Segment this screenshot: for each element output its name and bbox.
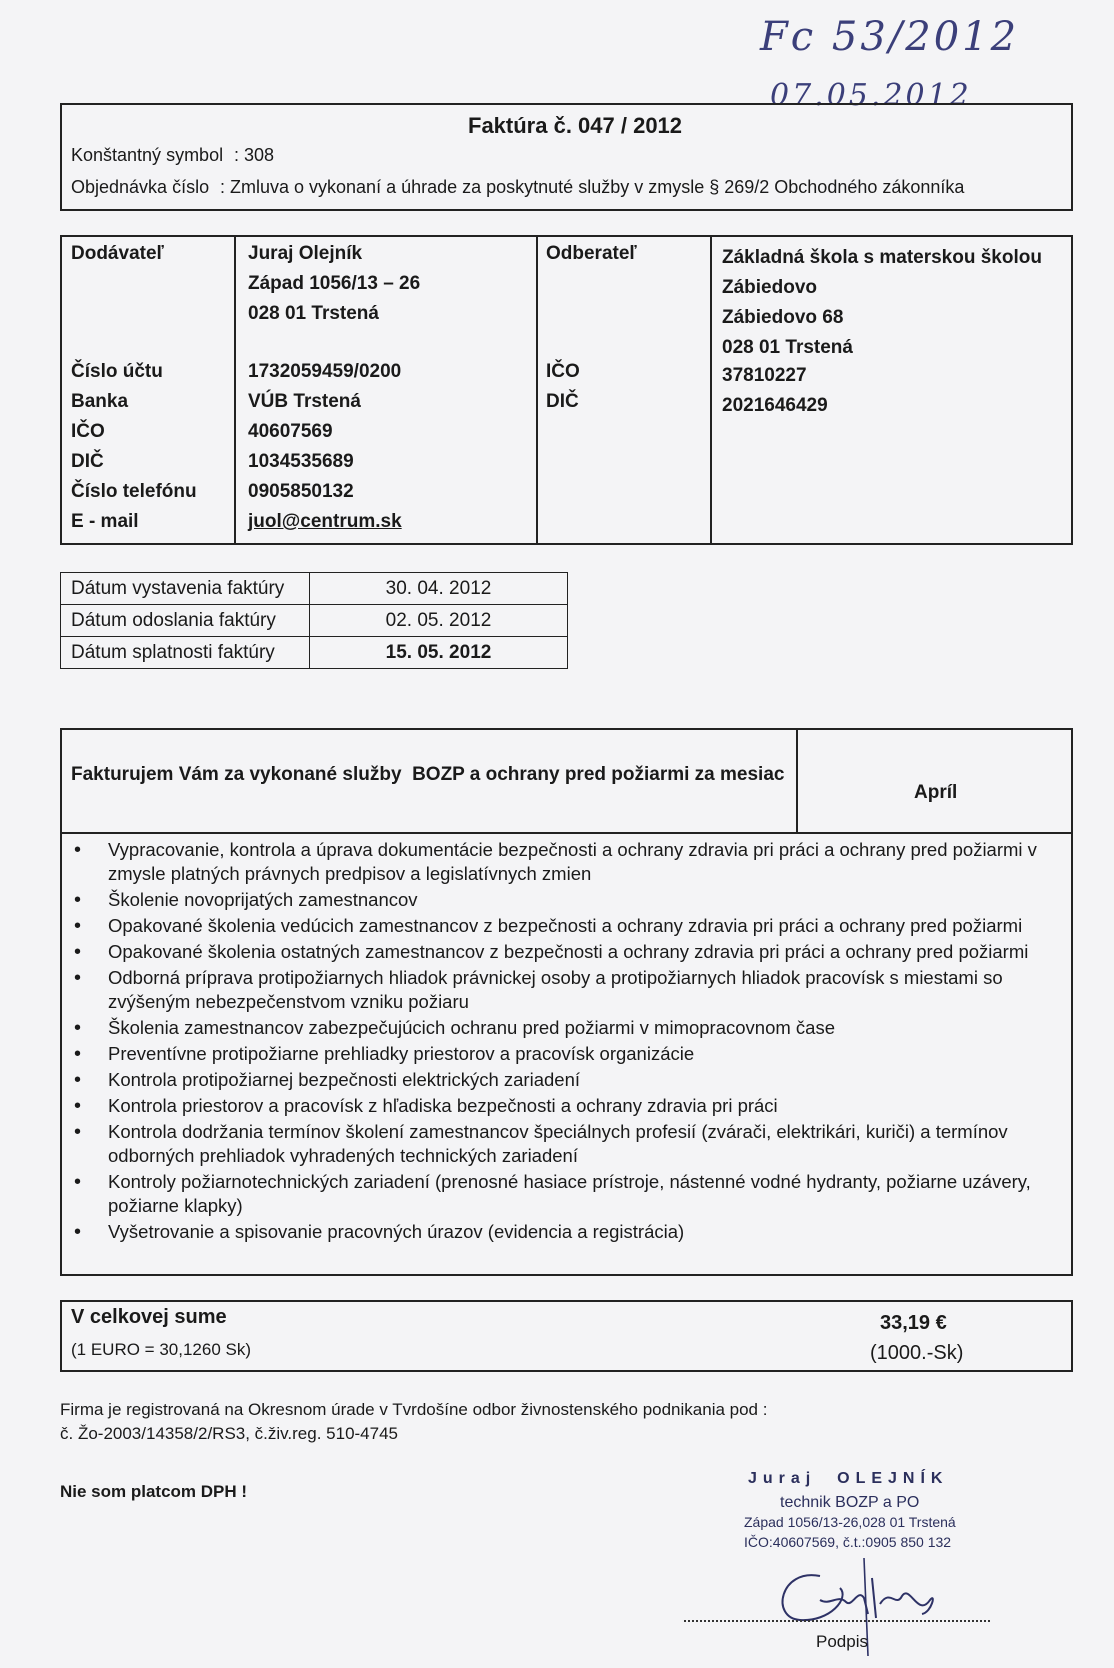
list-item: • Opakované školenia ostatných zamestnancov z bezpečnosti a ochrany zdravia pri práci a ochrany pred požiarmi [62, 940, 1067, 964]
list-item: • Vyšetrovanie a spisovanie pracovných úrazov (evidencia a registrácia) [62, 1220, 1067, 1244]
supplier-email-link[interactable]: juol@centrum.sk [248, 511, 402, 532]
order-number-value: : Zmluva o vykonaní a úhrade za poskytnuté služby v zmysle § 269/2 Obchodného zákonníka [220, 177, 965, 197]
customer-ico: 37810227 [722, 365, 807, 386]
list-item: • Preventívne protipožiarne prehliadky priestorov a pracovísk organizácie [62, 1042, 1067, 1066]
signature-label: Podpis [816, 1632, 868, 1651]
customer-line: Zábiedovo [722, 277, 818, 298]
list-item: • Kontroly požiarnotechnických zariadení (prenosné hasiace prístroje, nástenné vodné hydranty, požiarne uzávery, požiarne klapky) [62, 1170, 1067, 1218]
stamp-name: Juraj OLEJNÍK [748, 1470, 949, 1487]
services-box [60, 728, 1073, 1276]
supplier-name: Juraj Olejník [248, 243, 363, 264]
list-item: • Kontrola dodržania termínov školení zamestnancov špeciálnych profesií (zvárači, elektrikári, kuriči) a termínov odborných prehliadok vyhradených technických zariadení [62, 1120, 1067, 1168]
registration-line-2: č. Žo-2003/14358/2/RS3, č.živ.reg. 510-4745 [60, 1424, 398, 1443]
customer-line: 028 01 Trstená [722, 337, 853, 358]
list-item: • Školenia zamestnancov zabezpečujúcich ochranu pred požiarmi v mimopracovnom čase [62, 1016, 1067, 1040]
list-item: • Vypracovanie, kontrola a úprava dokumentácie bezpečnosti a ochrany zdravia pri práci a ochrany pred požiarmi v zmysle platných právnych predpisov a legislatívnych zmien [62, 838, 1067, 886]
list-item: • Kontrola protipožiarnej bezpečnosti elektrických zariadení [62, 1068, 1067, 1092]
handwritten-date: 07.05.2012 [770, 78, 972, 113]
supplier-field-label: Banka [71, 391, 129, 412]
supplier-bank: VÚB Trstená [248, 391, 361, 412]
exchange-rate: (1 EURO = 30,1260 Sk) [71, 1340, 252, 1359]
registration-line-1: Firma je registrovaná na Okresnom úrade v Tvrdošíne odbor živnostenského podnikania pod : [60, 1400, 768, 1419]
invoice-title: Faktúra č. 047 / 2012 [468, 113, 683, 138]
services-list [62, 838, 1067, 1246]
date-label: Dátum vystavenia faktúry [61, 573, 310, 605]
date-value: 30. 04. 2012 [310, 573, 568, 605]
stamp-ids: IČO:40607569, č.t.:0905 850 132 [744, 1534, 952, 1550]
supplier-dic: 1034535689 [248, 451, 354, 472]
table-row [61, 605, 568, 637]
services-month: Apríl [914, 782, 958, 803]
table-row [61, 573, 568, 605]
customer-line: Zábiedovo 68 [722, 307, 844, 328]
konst-symbol-value: : 308 [234, 145, 275, 165]
supplier-field-label: Číslo telefónu [71, 481, 197, 502]
date-value: 15. 05. 2012 [310, 637, 568, 669]
list-item: • Školenie novoprijatých zamestnancov [62, 888, 1067, 912]
parties-box [60, 235, 1073, 545]
supplier-field-label: Číslo účtu [71, 361, 163, 382]
signature-line [684, 1620, 990, 1622]
customer-ico-label: IČO [546, 361, 580, 382]
date-label: Dátum odoslania faktúry [61, 605, 310, 637]
supplier-ico: 40607569 [248, 421, 333, 442]
supplier-field-label: E - mail [71, 511, 139, 532]
total-amount: 33,19 € [880, 1312, 947, 1334]
signature-icon [760, 1548, 980, 1658]
list-item: • Opakované školenia vedúcich zamestnancov z bezpečnosti a ochrany zdravia pri práci a ochrany pred požiarmi [62, 914, 1067, 938]
supplier-field-label: DIČ [71, 451, 104, 472]
list-item: • Odborná príprava protipožiarnych hliadok právnickej osoby a protipožiarnych hliadok pracovísk s miestami so zvýšeným nebezpečenstvom vzniku požiaru [62, 966, 1067, 1014]
handwritten-reference: Fc 53/2012 [760, 14, 1020, 60]
date-value: 02. 05. 2012 [310, 605, 568, 637]
total-box [60, 1300, 1073, 1372]
customer-dic-label: DIČ [546, 391, 579, 412]
customer-name: Základná škola s materskou školou [722, 247, 1042, 268]
list-item: • Kontrola priestorov a pracovísk z hľadiska bezpečnosti a ochrany zdravia pri práci [62, 1094, 1067, 1118]
order-number-label: Objednávka číslo [71, 177, 210, 197]
customer-dic: 2021646429 [722, 395, 828, 416]
table-row [61, 637, 568, 669]
date-label: Dátum splatnosti faktúry [61, 637, 310, 669]
services-heading: Fakturujem Vám za vykonané služby BOZP a ochrany pred požiarmi za mesiac [71, 764, 785, 785]
stamp-address: Západ 1056/13-26,028 01 Trstená [744, 1514, 956, 1530]
supplier-account: 1732059459/0200 [248, 361, 402, 382]
supplier-field-label: IČO [71, 421, 105, 442]
total-amount-sk: (1000.-Sk) [870, 1342, 964, 1364]
stamp-title: technik BOZP a PO [780, 1494, 920, 1511]
supplier-phone: 0905850132 [248, 481, 354, 502]
vat-note: Nie som platcom DPH ! [60, 1482, 248, 1501]
customer-heading: Odberateľ [546, 243, 637, 264]
invoice-header [60, 103, 1073, 211]
supplier-city: 028 01 Trstená [248, 303, 379, 324]
konst-symbol-label: Konštantný symbol [71, 145, 224, 165]
supplier-heading: Dodávateľ [71, 243, 164, 264]
dates-table [60, 572, 568, 669]
supplier-street: Západ 1056/13 – 26 [248, 273, 421, 294]
total-label: V celkovej sume [71, 1306, 227, 1328]
